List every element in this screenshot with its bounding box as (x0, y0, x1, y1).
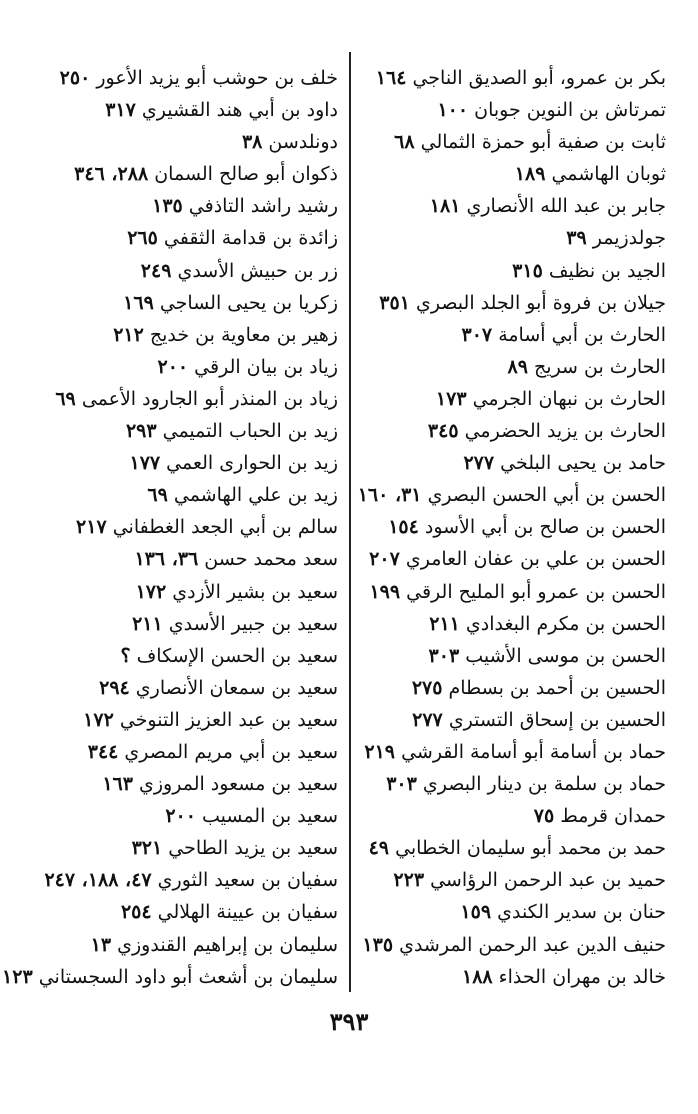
index-entry (18, 62, 338, 94)
entry-name: زياد بن المنذر أبو الجارود الأعمى (81, 387, 338, 410)
index-entry (366, 447, 666, 479)
entry-pages: ٢٢٣ (393, 869, 425, 892)
entry-name: سعيد بن الحسن الإسكاف (136, 644, 338, 667)
entry-name: الجيد بن نظيف (548, 259, 666, 282)
entry-pages: ١٣ (90, 933, 112, 956)
index-entry (366, 351, 666, 383)
entry-name: سعيد بن عبد العزيز التنوخي (119, 708, 338, 731)
index-entry (18, 768, 338, 800)
entry-name: الحسن بن علي بن عفان العامري (405, 548, 666, 571)
index-entry (18, 126, 338, 158)
entry-pages: ٢٧٧ (463, 452, 495, 475)
entry-name: ثوبان الهاشمي (551, 163, 666, 186)
index-entry (18, 864, 338, 896)
index-entry (366, 190, 666, 222)
entry-name: الحارث بن أبي أسامة (498, 323, 666, 346)
entry-name: جولدزيمر (592, 227, 666, 250)
index-entry (18, 351, 338, 383)
entry-name: سليمان بن أشعث أبو داود السجستاني (38, 965, 338, 988)
entry-pages: ٤٧، ١٨٨، ٢٤٧ (44, 869, 152, 892)
index-entry (366, 94, 666, 126)
entry-name: سفيان بن سعيد الثوري (157, 869, 338, 892)
index-entry (18, 576, 338, 608)
index-entry (366, 864, 666, 896)
entry-pages: ١٧٣ (435, 387, 467, 410)
index-entry (366, 736, 666, 768)
entry-pages: ٤٩ (368, 837, 390, 860)
entry-name: حماد بن أسامة أبو أسامة القرشي (401, 740, 666, 763)
index-column-left (2, 62, 338, 993)
entry-pages: ٢١٩ (364, 740, 396, 763)
entry-pages: ١٦٤ (375, 67, 407, 89)
entry-name: بكر بن عمرو، أبو الصديق الناجي (412, 67, 666, 89)
index-entry (366, 415, 666, 447)
index-entry (366, 768, 666, 800)
entry-pages: ١٨٩ (514, 163, 546, 186)
entry-name: رشيد راشد التاذفي (188, 195, 338, 218)
entry-pages: ٢٩٤ (99, 676, 130, 699)
entry-name: زر بن حبيش الأسدي (177, 259, 338, 282)
entry-name: سعيد بن المسيب (201, 805, 338, 828)
index-entry (18, 511, 338, 543)
entry-pages: ٣٦، ١٣٦ (134, 548, 199, 571)
entry-pages: ٢٧٥ (411, 676, 443, 699)
entry-name: زيد بن الحوارى العمي (166, 452, 338, 475)
entry-pages: ٢٨٨، ٣٤٦ (74, 163, 149, 186)
entry-name: خلف بن حوشب أبو يزيد الأعور (96, 67, 338, 89)
index-entry (18, 896, 338, 928)
entry-name: سالم بن أبي الجعد الغطفاني (112, 516, 338, 539)
index-entry (366, 608, 666, 640)
entry-pages: ٢٥٠ (59, 67, 91, 89)
index-column-right (357, 62, 666, 993)
index-entry (366, 704, 666, 736)
index-entry (366, 896, 666, 928)
index-entry (18, 736, 338, 768)
entry-pages: ٣٤٥ (427, 420, 459, 443)
entry-pages: ٨٩ (507, 355, 528, 378)
index-entry (366, 62, 666, 94)
index-entry (18, 672, 338, 704)
index-entry (2, 961, 338, 993)
index-entry (18, 479, 338, 511)
entry-pages: ٣١٥ (512, 259, 543, 282)
entry-pages: ١٣٥ (362, 933, 394, 956)
entry-name: ثابت بن صفية أبو حمزة الثمالي (420, 131, 666, 154)
entry-name: زكريا بن يحيى الساجي (159, 291, 338, 314)
index-entry (18, 94, 338, 126)
entry-pages: ٦٩ (55, 387, 76, 410)
entry-name: حميد بن عبد الرحمن الرؤاسي (430, 869, 666, 892)
entry-pages: ٣٢١ (131, 837, 163, 860)
index-entry (366, 287, 666, 319)
index-entry (18, 608, 338, 640)
entry-pages: ١٩٩ (369, 580, 401, 603)
entry-pages: ١٣٥ (152, 195, 183, 218)
entry-name: حمدان قرمط (560, 805, 666, 828)
entry-pages: ١٦٩ (123, 291, 154, 314)
entry-name: سليمان بن إبراهيم القندوزي (117, 933, 338, 956)
entry-name: خالد بن مهران الحذاء (498, 965, 666, 988)
index-entry (357, 479, 666, 511)
index-entry (18, 158, 338, 190)
index-entry (366, 126, 666, 158)
entry-pages: ٣٨ (241, 131, 263, 154)
entry-pages: ١٧٢ (83, 708, 114, 731)
entry-name: حنان بن سدير الكندي (497, 901, 666, 924)
index-entry (18, 415, 338, 447)
index-entry (18, 929, 338, 961)
index-entry (366, 832, 666, 864)
entry-name: الحسن بن أبي الحسن البصري (427, 484, 666, 507)
entry-name: الحارث بن يزيد الحضرمي (464, 420, 666, 443)
entry-pages: ١٥٤ (388, 516, 419, 539)
entry-name: حنيف الدين عبد الرحمن المرشدي (399, 933, 666, 956)
entry-pages: ١٢٣ (2, 965, 33, 988)
entry-name: الحارث بن سريج (534, 355, 666, 378)
entry-name: حماد بن سلمة بن دينار البصري (422, 773, 666, 796)
entry-name: جيلان بن فروة أبو الجلد البصري (415, 291, 666, 314)
entry-name: جابر بن عبد الله الأنصاري (466, 195, 666, 218)
entry-name: دونلدسن (268, 131, 338, 154)
index-entry (366, 543, 666, 575)
index-entry (18, 704, 338, 736)
entry-name: سعد محمد حسن (204, 548, 338, 571)
entry-pages: ٢١٢ (113, 323, 144, 346)
entry-pages: ٢٧٧ (412, 708, 443, 731)
entry-pages: ٢٠٠ (165, 805, 196, 828)
index-entry (366, 255, 666, 287)
entry-pages: ٢٠٠ (157, 355, 189, 378)
entry-name: حمد بن محمد أبو سليمان الخطابي (395, 837, 666, 860)
entry-pages: ٢١١ (132, 612, 163, 635)
index-entry (18, 543, 338, 575)
entry-name: زيد بن الحباب التميمي (162, 420, 338, 443)
index-entry (362, 929, 666, 961)
entry-pages: ١٥٩ (460, 901, 492, 924)
index-entry (366, 672, 666, 704)
entry-name: الحسن بن عمرو أبو المليح الرقي (406, 580, 666, 603)
entry-pages: ٣٠٣ (386, 773, 417, 796)
entry-pages: ٦٨ (394, 131, 415, 154)
entry-pages: ٢١١ (429, 612, 460, 635)
entry-pages: ٢٩٣ (125, 420, 157, 443)
entry-name: زياد بن بيان الرقي (194, 355, 338, 378)
entry-pages: ٣٩ (566, 227, 587, 250)
index-entry (366, 383, 666, 415)
entry-pages: ٢٤٩ (140, 259, 172, 282)
entry-pages: ٢٥٤ (120, 901, 152, 924)
entry-name: الحسن بن مكرم البغدادي (465, 612, 666, 635)
entry-pages: ١٨١ (429, 195, 461, 218)
index-entry (366, 576, 666, 608)
page-number: ٣٩٣ (329, 1007, 369, 1036)
entry-name: الحسين بن أحمد بن بسطام (448, 676, 666, 699)
entry-name: سعيد بن بشير الأزدي (172, 580, 338, 603)
entry-name: سعيد بن مسعود المروزي (139, 773, 338, 796)
entry-pages: ١٧٧ (129, 452, 161, 475)
entry-pages: ٣٤٤ (87, 740, 119, 763)
entry-pages: ٣٥١ (379, 291, 410, 314)
entry-name: ذكوان أبو صالح السمان (154, 163, 338, 186)
entry-name: داود بن أبي هند القشيري (141, 99, 338, 122)
entry-name: سعيد بن جبير الأسدي (168, 612, 338, 635)
index-entry (366, 800, 666, 832)
entry-name: سعيد بن أبي مريم المصري (124, 740, 338, 763)
entry-pages: ٢٠٧ (369, 548, 400, 571)
entry-name: زائدة بن قدامة الثقفي (163, 227, 338, 250)
column-divider (349, 52, 351, 992)
entry-pages: ؟ (120, 644, 131, 667)
index-entry (366, 158, 666, 190)
index-entry (18, 800, 338, 832)
entry-pages: ٣١٧ (105, 99, 136, 122)
entry-pages: ٦٩ (147, 484, 168, 507)
entry-name: حامد بن يحيى البلخي (500, 452, 666, 475)
entry-pages: ٢١٧ (76, 516, 107, 539)
index-entry (18, 190, 338, 222)
entry-pages: ٢٦٥ (127, 227, 158, 250)
entry-name: سفيان بن عيينة الهلالي (157, 901, 338, 924)
entry-name: سعيد بن يزيد الطاحي (168, 837, 338, 860)
index-entry (366, 319, 666, 351)
entry-pages: ٣٠٣ (428, 644, 460, 667)
index-entry (18, 832, 338, 864)
entry-name: الحسن بن موسى الأشيب (465, 644, 666, 667)
index-entry (18, 640, 338, 672)
index-entry (366, 511, 666, 543)
entry-name: تمرتاش بن النوين جوبان (474, 99, 666, 122)
entry-pages: ٣١، ١٦٠ (357, 484, 422, 507)
index-entry (366, 640, 666, 672)
entry-name: سعيد بن سمعان الأنصاري (135, 676, 338, 699)
entry-pages: ٣٠٧ (461, 323, 493, 346)
entry-pages: ١٠٠ (437, 99, 469, 122)
index-entry (18, 222, 338, 254)
index-entry (18, 447, 338, 479)
entry-name: زيد بن علي الهاشمي (173, 484, 338, 507)
entry-name: الحارث بن نبهان الجرمي (472, 387, 666, 410)
index-entry (18, 255, 338, 287)
entry-pages: ١٦٣ (102, 773, 133, 796)
index-entry (366, 961, 666, 993)
entry-pages: ١٨٨ (461, 965, 493, 988)
entry-pages: ٧٥ (533, 805, 555, 828)
index-entry (18, 383, 338, 415)
index-entry (366, 222, 666, 254)
entry-name: زهير بن معاوية بن خديج (149, 323, 338, 346)
index-entry (18, 319, 338, 351)
entry-name: الحسن بن صالح بن أبي الأسود (424, 516, 666, 539)
entry-name: الحسين بن إسحاق التستري (448, 708, 666, 731)
index-entry (18, 287, 338, 319)
entry-pages: ١٧٢ (135, 580, 167, 603)
